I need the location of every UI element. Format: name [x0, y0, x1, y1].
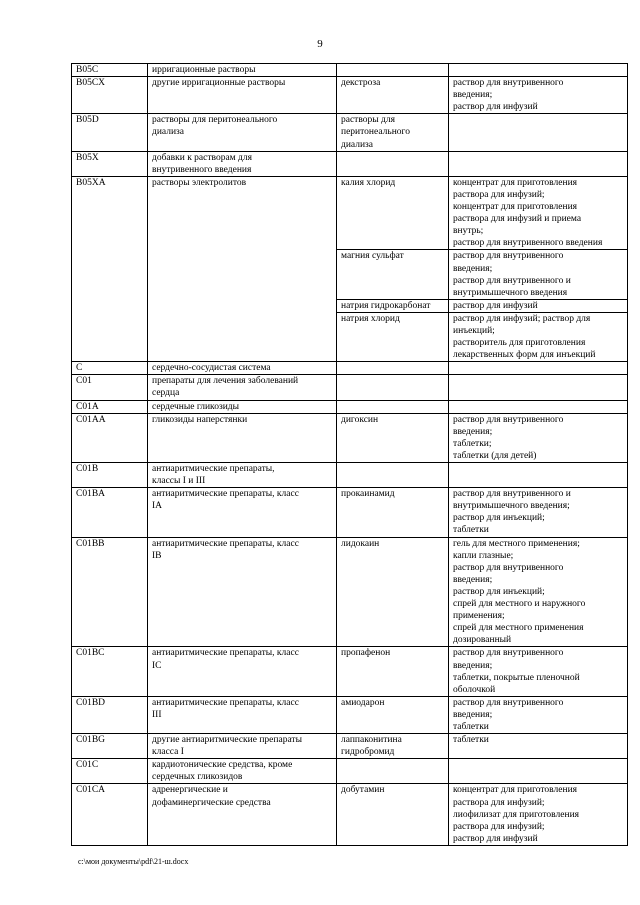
dosage-form-cell: [449, 114, 628, 151]
dosage-form-line: внутримышечного введения;: [453, 501, 570, 512]
atc-code-cell: B05CX: [72, 77, 148, 114]
footer-file-path: c:\мои документы\pdf\21-ш.docx: [78, 857, 189, 866]
dosage-form-line: инъекций;: [453, 325, 495, 336]
anatomical-group-cell: [148, 759, 337, 784]
atc-code-cell: C01BA: [72, 488, 148, 537]
anatomical-group-cell: [148, 647, 337, 696]
dosage-form-line: лекарственных форм для инъекций: [453, 350, 596, 361]
dosage-form-line: таблетки: [453, 735, 489, 746]
atc-code-cell: C01BD: [72, 696, 148, 733]
dosage-form-line: применения;: [453, 611, 505, 622]
dosage-form-cell: [449, 488, 628, 537]
dosage-form-cell: [449, 463, 628, 488]
drug-name-line: диализа: [341, 139, 374, 150]
drug-name-cell: [337, 375, 449, 400]
dosage-form-line: раствор для внутривенного: [453, 697, 564, 708]
group-text-line: антиаритмические препараты, класс: [152, 489, 299, 500]
anatomical-group-cell: [148, 151, 337, 176]
dosage-form-line: раствор для внутривенного введения: [453, 238, 603, 249]
group-text-line: сердечно-сосудистая система: [152, 363, 271, 374]
anatomical-group-cell: [148, 488, 337, 537]
drug-name-line: добутамин: [341, 785, 385, 796]
anatomical-group-cell: [148, 114, 337, 151]
group-text-line: антиаритмические препараты, класс: [152, 648, 299, 659]
group-text-line: адренергические и: [152, 785, 228, 796]
group-text-line: антиаритмические препараты,: [152, 464, 275, 474]
dosage-form-line: таблетки: [453, 721, 489, 732]
anatomical-group-cell: [148, 362, 337, 375]
table-row: [72, 647, 628, 696]
dosage-form-line: введения;: [453, 660, 493, 671]
dosage-form-cell: [449, 250, 628, 299]
dosage-form-line: раствор для инъекций;: [453, 513, 545, 524]
table-row: [72, 696, 628, 733]
dosage-form-line: раствора для инфузий и приема: [453, 214, 582, 225]
dosage-form-line: раствор для инфузий: [453, 300, 538, 311]
drug-name-cell: [337, 176, 449, 250]
dosage-form-cell: [449, 64, 628, 77]
drug-name-line: декстроза: [341, 78, 381, 89]
dosage-form-line: раствор для внутривенного: [453, 648, 564, 659]
dosage-form-line: капли глазные;: [453, 550, 514, 561]
dosage-form-line: спрей для местного применения: [453, 623, 584, 634]
anatomical-group-cell: [148, 77, 337, 114]
dosage-form-line: введения;: [453, 709, 493, 720]
dosage-form-line: растворитель для приготовления: [453, 338, 586, 349]
group-text-line: внутривенного введения: [152, 164, 252, 175]
dosage-form-line: раствор для внутривенного и: [453, 489, 571, 500]
drug-name-line: растворы для: [341, 115, 395, 126]
drug-name-cell: [337, 784, 449, 845]
anatomical-group-cell: [148, 375, 337, 400]
group-text-line: сердца: [152, 388, 180, 399]
drug-name-cell: [337, 463, 449, 488]
dosage-form-line: раствор для инъекций;: [453, 586, 545, 597]
anatomical-group-cell: [148, 64, 337, 77]
dosage-form-line: внутрь;: [453, 226, 484, 237]
atc-code-cell: B05D: [72, 114, 148, 151]
table-row: [72, 77, 628, 114]
drug-name-line: магния сульфат: [341, 251, 404, 262]
dosage-form-line: таблетки, покрытые пленочной: [453, 672, 580, 683]
drug-name-cell: [337, 400, 449, 413]
drug-name-cell: [337, 114, 449, 151]
group-text-line: ирригационные растворы: [152, 65, 256, 75]
drug-name-line: амиодарон: [341, 697, 385, 708]
drug-name-cell: [337, 362, 449, 375]
drug-name-line: натрия хлорид: [341, 313, 400, 324]
dosage-form-line: таблетки;: [453, 438, 492, 449]
dosage-form-line: гель для местного применения;: [453, 538, 580, 549]
drug-name-cell: [337, 647, 449, 696]
drug-name-cell: [337, 250, 449, 299]
group-text-line: растворы для перитонеального: [152, 115, 278, 126]
drug-name-cell: [337, 151, 449, 176]
group-text-line: другие антиаритмические препараты: [152, 735, 302, 746]
group-text-line: класса I: [152, 747, 184, 758]
table-row: [72, 114, 628, 151]
dosage-form-line: раствор для внутривенного и: [453, 275, 571, 286]
table-row: [72, 375, 628, 400]
dosage-form-line: таблетки (для детей): [453, 450, 537, 461]
table-row: [72, 64, 628, 77]
drug-name-cell: [337, 488, 449, 537]
dosage-form-line: раствор для внутривенного: [453, 562, 564, 573]
dosage-form-line: раствор для внутривенного: [453, 414, 564, 425]
table-row: [72, 784, 628, 845]
table-row: [72, 537, 628, 647]
group-text-line: сердечных гликозидов: [152, 772, 243, 783]
dosage-form-cell: [449, 400, 628, 413]
dosage-form-line: оболочкой: [453, 684, 496, 695]
dosage-form-line: лиофилизат для приготовления: [453, 809, 580, 820]
drug-name-line: дигоксин: [341, 414, 379, 425]
atc-code-cell: C01: [72, 375, 148, 400]
atc-code-cell: B05C: [72, 64, 148, 77]
drug-name-line: пропафенон: [341, 648, 391, 659]
anatomical-group-cell: [148, 413, 337, 462]
drug-name-line: калия хлорид: [341, 177, 396, 188]
group-text-line: другие ирригационные растворы: [152, 78, 286, 89]
dosage-form-line: концентрат для приготовления: [453, 177, 578, 188]
anatomical-group-cell: [148, 463, 337, 488]
anatomical-group-cell: [148, 784, 337, 845]
atc-code-cell: B05X: [72, 151, 148, 176]
group-text-line: гликозиды наперстянки: [152, 414, 248, 425]
anatomical-group-cell: [148, 734, 337, 759]
dosage-form-line: введения;: [453, 263, 493, 274]
anatomical-group-cell: [148, 176, 337, 361]
dosage-form-line: введения;: [453, 574, 493, 585]
dosage-form-cell: [449, 299, 628, 312]
table-row: [72, 400, 628, 413]
drug-name-line: прокаинамид: [341, 489, 395, 500]
drug-name-line: лидокаин: [341, 538, 380, 549]
anatomical-group-cell: [148, 537, 337, 647]
dosage-form-cell: [449, 413, 628, 462]
group-text-line: кардиотонические средства, кроме: [152, 760, 293, 771]
dosage-form-line: раствор для инфузий: [453, 833, 538, 844]
dosage-form-line: таблетки: [453, 525, 489, 536]
atc-code-cell: C01A: [72, 400, 148, 413]
atc-code-cell: C01C: [72, 759, 148, 784]
dosage-form-cell: [449, 537, 628, 647]
drug-name-cell: [337, 734, 449, 759]
atc-code-cell: C: [72, 362, 148, 375]
table-row: [72, 759, 628, 784]
drug-name-cell: [337, 759, 449, 784]
group-text-line: IB: [152, 550, 162, 561]
drug-name-cell: [337, 64, 449, 77]
dosage-form-line: внутримышечного введения: [453, 287, 568, 298]
dosage-form-line: раствор для инфузий; раствор для: [453, 313, 591, 324]
atc-code-cell: C01BC: [72, 647, 148, 696]
group-text-line: препараты для лечения заболеваний: [152, 376, 299, 387]
dosage-form-cell: [449, 647, 628, 696]
dosage-form-line: раствора для инфузий;: [453, 797, 545, 808]
dosage-form-cell: [449, 312, 628, 361]
table-row: [72, 734, 628, 759]
drug-name-line: гидробромид: [341, 747, 395, 758]
dosage-form-line: дозированный: [453, 635, 512, 646]
drug-name-line: натрия гидрокарбонат: [341, 300, 431, 311]
group-text-line: IC: [152, 660, 162, 671]
group-text-line: добавки к растворам для: [152, 152, 252, 163]
table-row: [72, 488, 628, 537]
dosage-form-line: введения;: [453, 426, 493, 437]
table-row: [72, 463, 628, 488]
group-text-line: антиаритмические препараты, класс: [152, 697, 299, 708]
drug-name-cell: [337, 312, 449, 361]
dosage-form-cell: [449, 759, 628, 784]
atc-code-cell: C01AA: [72, 413, 148, 462]
dosage-form-cell: [449, 734, 628, 759]
dosage-form-line: раствор для внутривенного: [453, 251, 564, 262]
table-row: [72, 362, 628, 375]
atc-code-cell: C01B: [72, 463, 148, 488]
dosage-form-line: раствор для инфузий: [453, 102, 538, 113]
dosage-form-cell: [449, 375, 628, 400]
drug-name-line: перитонеального: [341, 127, 410, 138]
group-text-line: классы I и III: [152, 476, 206, 487]
drug-name-cell: [337, 696, 449, 733]
drug-name-cell: [337, 413, 449, 462]
dosage-form-line: раствор для внутривенного: [453, 78, 564, 89]
dosage-form-line: раствора для инфузий;: [453, 189, 545, 200]
group-text-line: III: [152, 709, 162, 720]
drug-name-cell: [337, 299, 449, 312]
drug-name-cell: [337, 77, 449, 114]
atc-code-cell: C01CA: [72, 784, 148, 845]
table-row: [72, 413, 628, 462]
group-text-line: растворы электролитов: [152, 177, 247, 188]
dosage-form-cell: [449, 696, 628, 733]
group-text-line: дофаминергические средства: [152, 797, 271, 808]
dosage-form-line: концентрат для приготовления: [453, 785, 578, 796]
dosage-form-line: концентрат для приготовления: [453, 202, 578, 213]
dosage-form-line: введения;: [453, 90, 493, 101]
atc-code-cell: C01BG: [72, 734, 148, 759]
atc-code-cell: B05XA: [72, 176, 148, 361]
drug-name-line: лаппаконитина: [341, 735, 402, 746]
dosage-form-cell: [449, 77, 628, 114]
dosage-form-line: спрей для местного и наружного: [453, 599, 586, 610]
table-row: [72, 176, 628, 250]
anatomical-group-cell: [148, 400, 337, 413]
dosage-form-cell: [449, 362, 628, 375]
group-text-line: сердечные гликозиды: [152, 401, 239, 412]
dosage-form-cell: [449, 151, 628, 176]
drug-name-cell: [337, 537, 449, 647]
anatomical-group-cell: [148, 696, 337, 733]
page-number: 9: [317, 38, 323, 50]
group-text-line: антиаритмические препараты, класс: [152, 538, 299, 549]
atc-code-cell: C01BB: [72, 537, 148, 647]
atc-drug-table: [71, 63, 628, 846]
dosage-form-cell: [449, 784, 628, 845]
table-row: [72, 151, 628, 176]
group-text-line: диализа: [152, 127, 185, 138]
group-text-line: IA: [152, 501, 163, 512]
dosage-form-line: раствора для инфузий;: [453, 821, 545, 832]
dosage-form-cell: [449, 176, 628, 250]
